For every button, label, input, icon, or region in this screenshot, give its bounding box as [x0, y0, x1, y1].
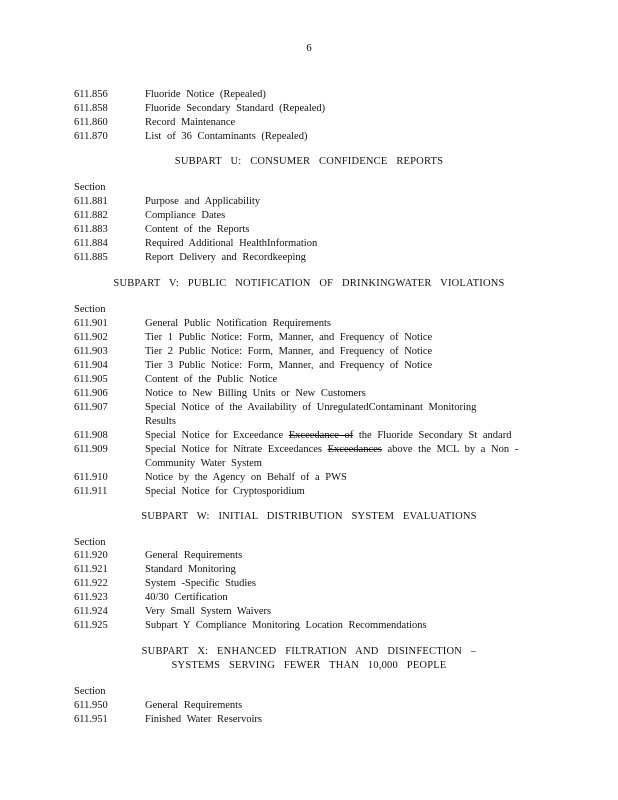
- toc-row: [74, 102, 544, 116]
- section-title: Finished Water Reservoirs: [145, 714, 262, 725]
- toc-row: [74, 116, 544, 130]
- section-title-text: Special Notice for Nitrate Exceedances: [145, 444, 323, 455]
- toc-row: [74, 331, 544, 345]
- section-number: 611.860: [74, 117, 108, 128]
- subpart-x-heading-line2: SYSTEMS SERVING FEWER THAN 10,000 PEOPLE: [171, 660, 447, 671]
- section-title: Purpose and Applicability: [145, 196, 261, 207]
- section-number: 611.904: [74, 360, 108, 371]
- section-title: [145, 443, 535, 471]
- toc-row: [74, 251, 544, 265]
- section-title: Fluoride Notice (Repealed): [145, 89, 266, 100]
- toc-row: [74, 195, 544, 209]
- toc-row: [74, 223, 544, 237]
- section-number: 611.924: [74, 606, 108, 617]
- subpart-v-heading: SUBPART V: PUBLIC NOTIFICATION OF DRINKINGWATER VIOLATIONS: [113, 278, 505, 289]
- section-number: 611.951: [74, 714, 108, 725]
- toc-row: [74, 130, 544, 144]
- section-number: 611.870: [74, 131, 108, 142]
- section-title: General Public Notification Requirements: [145, 318, 331, 329]
- section-number: 611.907: [74, 402, 108, 413]
- toc-row: [74, 387, 544, 401]
- toc-row: [74, 317, 544, 331]
- subpart-w-heading: SUBPART W: INITIAL DISTRIBUTION SYSTEM EVALUATIONS: [141, 511, 477, 522]
- section-title-text: Special Notice of the Availability of UnregulatedContaminant Monitoring: [145, 402, 477, 413]
- section-number: 611.908: [74, 430, 108, 441]
- section-number: 611.910: [74, 472, 108, 483]
- section-number: 611.909: [74, 444, 108, 455]
- section-number: 611.923: [74, 592, 108, 603]
- section-title: System -Specific Studies: [145, 578, 256, 589]
- section-title: General Requirements: [145, 550, 243, 561]
- section-number: 611.856: [74, 89, 108, 100]
- toc-row: [74, 591, 544, 605]
- section-number: 611.858: [74, 103, 108, 114]
- section-title: Required Additional HealthInformation: [145, 238, 318, 249]
- struck-text: Exceedances: [327, 444, 382, 455]
- section-title-continuation: Results: [145, 416, 176, 427]
- section-title: List of 36 Contaminants (Repealed): [145, 131, 308, 142]
- section-title: Subpart Y Compliance Monitoring Location Recommendations: [145, 620, 427, 631]
- section-number: 611.905: [74, 374, 108, 385]
- section-number: 611.906: [74, 388, 108, 399]
- section-title: 40/30 Certification: [145, 592, 228, 603]
- toc-row: [74, 605, 544, 619]
- page-number: 6: [306, 42, 312, 54]
- section-title: Notice to New Billing Units or New Customers: [145, 388, 366, 399]
- section-number: 611.950: [74, 700, 108, 711]
- toc-row: [74, 401, 544, 429]
- section-number: 611.920: [74, 550, 108, 561]
- toc-row: [74, 373, 544, 387]
- section-number: 611.922: [74, 578, 108, 589]
- section-number: 611.885: [74, 252, 108, 263]
- toc-row: [74, 471, 544, 485]
- toc-row: [74, 699, 544, 713]
- subpart-x-heading-line1: SUBPART X: ENHANCED FILTRATION AND DISINFECTION –: [141, 646, 477, 657]
- toc-row: [74, 549, 544, 563]
- toc-row: [74, 345, 544, 359]
- section-title: Standard Monitoring: [145, 564, 236, 575]
- toc-row: [74, 563, 544, 577]
- section-title: [145, 429, 535, 443]
- subpart-u-heading: SUBPART U: CONSUMER CONFIDENCE REPORTS: [174, 156, 444, 167]
- section-title: Content of the Public Notice: [145, 374, 278, 385]
- section-number: 611.883: [74, 224, 108, 235]
- section-label: Section: [74, 304, 106, 315]
- section-title: Fluoride Secondary Standard (Repealed): [145, 103, 326, 114]
- section-number: 611.881: [74, 196, 108, 207]
- section-title-text-after: the Fluoride Secondary St andard: [358, 430, 512, 441]
- toc-row: [74, 209, 544, 223]
- section-title: Report Delivery and Recordkeeping: [145, 252, 306, 263]
- section-number: 611.882: [74, 210, 108, 221]
- section-title-text: Special Notice for Exceedance: [145, 430, 284, 441]
- section-label: Section: [74, 182, 106, 193]
- section-title: Tier 1 Public Notice: Form, Manner, and Frequency of Notice: [145, 332, 433, 343]
- section-number: 611.902: [74, 332, 108, 343]
- section-label: Section: [74, 537, 106, 548]
- section-title: Very Small System Waivers: [145, 606, 272, 617]
- section-number: 611.901: [74, 318, 108, 329]
- toc-row: [74, 577, 544, 591]
- struck-text: Exceedance of: [288, 430, 354, 441]
- section-title: General Requirements: [145, 700, 243, 711]
- section-number: 611.884: [74, 238, 108, 249]
- toc-row: [74, 485, 544, 499]
- toc-row: [74, 443, 544, 471]
- toc-row: [74, 713, 544, 727]
- section-number: 611.911: [74, 486, 108, 497]
- section-title: [145, 401, 535, 429]
- section-title: Tier 2 Public Notice: Form, Manner, and Frequency of Notice: [145, 346, 433, 357]
- toc-row: [74, 237, 544, 251]
- section-title-continuation: Community Water System: [145, 458, 262, 469]
- section-title: Special Notice for Cryptosporidium: [145, 486, 305, 497]
- section-title-text-after: above the MCL by a Non -: [387, 444, 519, 455]
- section-label: Section: [74, 686, 106, 697]
- toc-row: [74, 619, 544, 633]
- section-title: Compliance Dates: [145, 210, 226, 221]
- section-number: 611.925: [74, 620, 108, 631]
- section-title: Record Maintenance: [145, 117, 236, 128]
- toc-row: [74, 359, 544, 373]
- section-number: 611.903: [74, 346, 108, 357]
- section-number: 611.921: [74, 564, 108, 575]
- section-title: Content of the Reports: [145, 224, 250, 235]
- toc-row: [74, 88, 544, 102]
- section-title: Notice by the Agency on Behalf of a PWS: [145, 472, 347, 483]
- toc-row: [74, 429, 544, 443]
- section-title: Tier 3 Public Notice: Form, Manner, and Frequency of Notice: [145, 360, 433, 371]
